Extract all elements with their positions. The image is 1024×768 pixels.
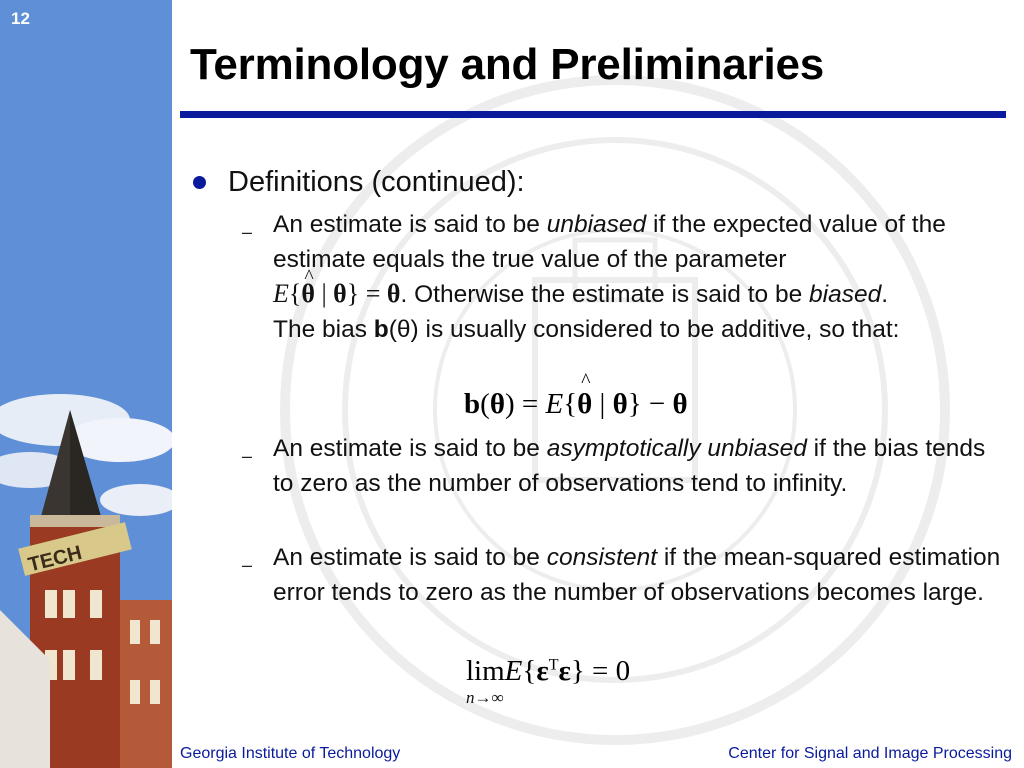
term-consistent: consistent	[546, 544, 658, 571]
bias-line-1: The bias	[273, 315, 374, 343]
subitem-rest: if the bias tends to zero as the number of observations tend to infinity.	[273, 435, 986, 497]
subitem-lead: An estimate is said to be	[273, 544, 547, 571]
bullet-dot-icon	[193, 176, 206, 189]
subitem-consistent	[273, 541, 1003, 610]
equation-consistency: $\lim E\{\varepsilon^T\varepsilon\} = 0$	[466, 655, 631, 687]
bias-line-2: (θ) is usually considered to be additive, so that:	[388, 315, 900, 343]
term-unbiased: unbiased	[546, 211, 647, 238]
slide-content	[190, 162, 1010, 202]
svg-text:TECH: TECH	[26, 541, 85, 577]
subitem-rest: if the expected value of the estimate equals the true value of the parameter	[273, 211, 946, 273]
bullet-text: Definitions (continued):	[228, 166, 525, 198]
title-underline	[180, 111, 1006, 118]
tech-tower-image	[0, 0, 172, 768]
subitem-unbiased	[273, 208, 1003, 347]
bias-symbol: b	[373, 315, 389, 343]
dash-icon: –	[242, 555, 253, 575]
term-biased: biased	[809, 281, 882, 308]
equation-unbiased-condition: E{^ θ | θ} = θ	[273, 279, 400, 308]
sidebar-panel	[0, 0, 172, 768]
bullet-item	[190, 162, 1010, 202]
term-asymptotically-unbiased: asymptotically unbiased	[546, 435, 807, 462]
slide-number: 12	[11, 9, 30, 28]
limit-subscript: n→∞	[466, 688, 504, 707]
dash-icon: –	[242, 446, 253, 466]
subitem-tail-period: .	[881, 281, 889, 308]
subitem-lead: An estimate is said to be	[273, 211, 547, 238]
footer-right: Center for Signal and Image Processing	[728, 745, 1012, 762]
dash-icon: –	[242, 222, 253, 242]
subitem-tail: . Otherwise the estimate is said to be	[400, 281, 810, 308]
subitem-lead: An estimate is said to be	[273, 435, 547, 462]
subitem-rest: if the mean-squared estimation error tends to zero as the number of observations becomes large.	[273, 544, 1001, 606]
page-title: Terminology and Preliminaries	[190, 40, 825, 89]
subitem-asymptotic	[273, 432, 1003, 501]
footer-left: Georgia Institute of Technology	[180, 745, 401, 762]
equation-bias-definition: b(θ) = E{θ ^ | θ} − θ	[464, 370, 688, 420]
